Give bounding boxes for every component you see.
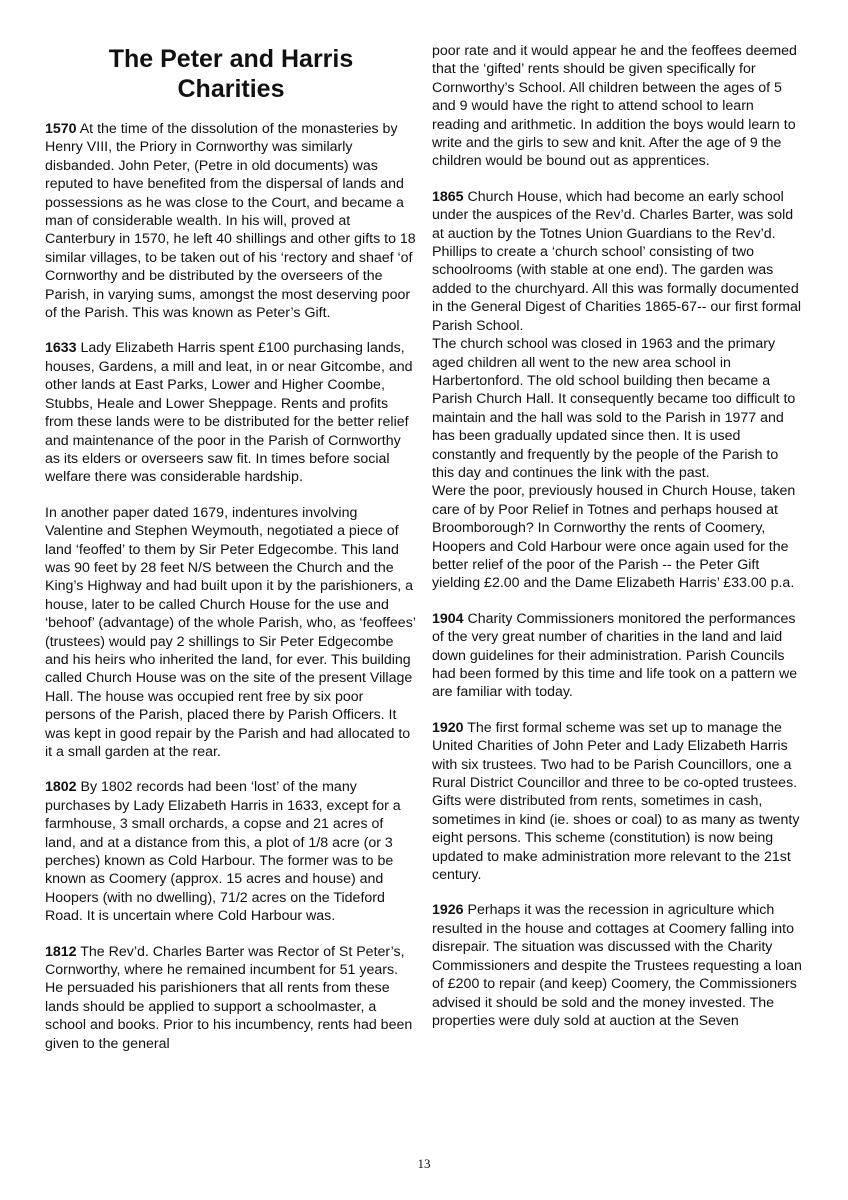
page-title — [45, 44, 417, 104]
paragraph-1570 — [45, 120, 417, 322]
paragraph-church-school: The church school was closed in 1963 and the primary aged children all went to the new area school in Harbertonford. The old school building then became a Parish Church Hall. It consequently became too difficult to maintain and the hall was sold to the Parish in 1977 and has been gradually updated since then. It is used constantly and frequently by the people of the Parish to this day and continues the link with the past. — [432, 336, 796, 481]
title-line-1: The Peter and Harris — [108, 45, 354, 73]
year-label: 1920 — [432, 719, 464, 736]
paragraph-1926 — [432, 901, 804, 1030]
paragraph-continued: poor rate and it would appear he and the feoffees deemed that the ‘gifted’ rents should be given specifically for Cornworthy’s School. All children between the ages of 5 and 9 would have the right to attend school to learn reading and arithmetic. In addition the boys would learn to write and the girls to sew and knit. After the age of 9 the children would be bound out as apprentices. — [432, 43, 797, 170]
paragraph-1633 — [45, 339, 417, 486]
paragraph-text: The Rev’d. Charles Barter was Rector of St Peter’s, Cornworthy, where he remained incumbent for 51 years. He persuaded his parishioners that all rents from these lands should be applied to support a schoolmaster, a school and books. Prior to his incumbency, rents had been given to the general — [45, 943, 413, 1052]
paragraph-1865 — [432, 188, 804, 335]
paragraph-text: By 1802 records had been ‘lost’ of the many purchases by Lady Elizabeth Harris in 1633, except for a farmhouse, 3 small orchards, a copse and 21 acres of land, and at a distance from this, a plot of 1/8 acre (or 3 perches) known as Cold Harbour. The former was to be known as Coomery (approx. 15 acres and house) and Hoopers (with no dwelling), 71/2 acres on the Tideford Road. It is uncertain where Cold Harbour was. — [45, 779, 401, 925]
year-label: 1865 — [432, 188, 464, 205]
paragraph-1812 — [45, 943, 417, 1053]
paragraph-text: The first formal scheme was set up to manage the United Charities of John Peter and Lady Elizabeth Harris with six trustees. Two had to be Parish Councillors, one a Rural District Councillor and three to be co-opted trustees. Gifts were distributed from rents, sometimes in cash, sometimes in kind (ie. shoes or coal) to as many as twenty eight persons. This scheme (constitution) is now being updated to make administration more relevant to the 21st century. — [432, 719, 800, 884]
page-number: 13 — [417, 1156, 431, 1171]
year-label: 1926 — [432, 902, 464, 919]
title-line-2: Charities — [177, 75, 285, 103]
paragraph-1920 — [432, 719, 804, 885]
paragraph-text: Charity Commissioners monitored the performances of the very great number of charities in the land and laid down guidelines for their administration. Parish Councils had been formed by this time and life took on a pattern we are familiar with today. — [432, 610, 798, 701]
paragraph-poor-relief: Were the poor, previously housed in Church House, taken care of by Poor Relief in Totnes and perhaps housed at Broomborough? In Cornworthy the rents of Coomery, Hoopers and Cold Harbour were once again used for the better relief of the poor of the Parish -- the Peter Gift yielding £2.00 and the Dame Elizabeth Harris’ £33.00 p.a. — [432, 483, 796, 592]
year-label: 1802 — [45, 779, 77, 796]
paragraph-text: Perhaps it was the recession in agriculture which resulted in the house and cottages at Coomery falling into disrepair. The situation was discussed with the Charity Commissioners and despite the Trustees requesting a loan of £200 to repair (and keep) Coomery, the Commissioners advised it should be sold and the money invested. The properties were duly sold at auction at the Seven — [432, 902, 802, 1029]
paragraph-1802 — [45, 778, 417, 925]
paragraph-text: Lady Elizabeth Harris spent £100 purchasing lands, houses, Gardens, a mill and leat, in or near Gitcombe, and other lands at East Parks, Lower and Higher Coombe, Stubbs, Heale and Lower Sheppage. Rents and profits from these lands were to be distributed for the better relief and maintenance of the poor in the Parish of Cornworthy as its elders or overseers saw fit. In times before social welfare there was considerable hardship. — [45, 340, 413, 486]
paragraph-text: Church House, which had become an early school under the auspices of the Rev’d. Charles Barter, was sold at auction by the Totnes Union Guardians to the Rev’d. Phillips to create a ‘church school’ consisting of two schoolrooms (with stable at one end). The garden was added to the churchyard. All this was formally documented in the General Digest of Charities 1865-67-- our first formal Parish School. — [432, 188, 802, 334]
year-label: 1812 — [45, 943, 77, 960]
paragraph-text: At the time of the dissolution of the monasteries by Henry VIII, the Priory in Cornworthy was similarly disbanded. John Peter, (Petre in old documents) was reputed to have benefited from the dispersal of lands and possessions as he was close to the Court, and became a man of considerable wealth. In his will, proved at Canterbury in 1570, he left 40 shillings and other gifts to 18 similar villages, to be taken out of his ‘rectory and shaef ‘of Cornworthy and be distributed by the overseers of the Parish, in varying sums, amongst the most deserving poor of the Parish. This was known as Peter’s Gift. — [45, 121, 416, 322]
year-label: 1570 — [45, 121, 77, 137]
paragraph-1904 — [432, 610, 804, 702]
year-label: 1904 — [432, 610, 464, 627]
paragraph-1679: In another paper dated 1679, indentures involving Valentine and Stephen Weymouth, negotiated a piece of land ‘feoffed’ to them by Sir Peter Edgecombe. This land was 90 feet by 28 feet N/S between the Church and the King’s Highway and had built upon it by the parishioners, a house, later to be called Church House for the use and ‘behoof’ (advantage) of the whole Parish, who, as ‘feoffees’ (trustees) would pay 2 shillings to Sir Peter Edgecombe and his heirs who inherited the land, for ever. This building called Church House was on the site of the present Village Hall. The house was occupied rent free by six poor persons of the Parish, placed there by Parish Officers. It was kept in good repair by the Parish and had allocated to it a small garden at the rear. — [45, 504, 416, 760]
right-column — [432, 42, 804, 1047]
left-column — [45, 40, 417, 1070]
year-label: 1633 — [45, 340, 77, 357]
